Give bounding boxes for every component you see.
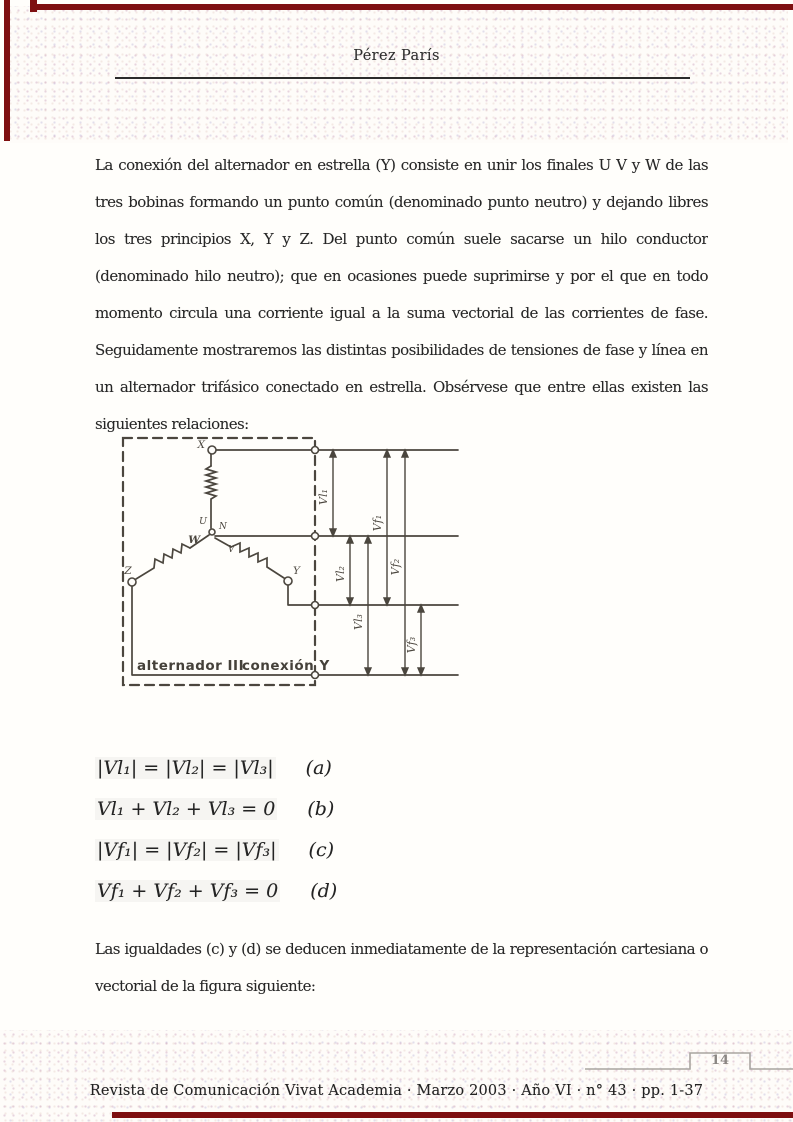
page-number: 14 <box>710 1053 730 1068</box>
terminal-labels <box>123 439 301 577</box>
scan-edge-topleft-tick <box>30 0 37 12</box>
label-terminal-y: Y <box>293 565 300 577</box>
terminal-Y-node <box>284 577 292 585</box>
scan-edge-left-bar <box>4 0 10 141</box>
paragraph-line: momento circula una corriente igual a la suma vectorial de las corrientes de fase. <box>95 304 708 322</box>
paragraph-line: (denominado hilo neutro); que en ocasiones puede suprimirse y por el que en todo <box>95 267 708 285</box>
paragraph-intro <box>95 147 708 443</box>
label-vf2: Vf₂ <box>389 558 402 576</box>
figure-caption-right: conexión Y <box>242 658 330 674</box>
equation-expression: |Vl₁| = |Vl₂| = |Vl₃| <box>97 757 274 779</box>
label-coil-u: U <box>198 516 207 527</box>
phase-coil-left <box>136 544 190 579</box>
phase-coil-right <box>231 543 284 578</box>
label-coil-w: W <box>188 534 200 546</box>
equation-block <box>95 748 425 912</box>
equation-tag: (c) <box>308 839 334 861</box>
paragraph-line: vectorial de la figura siguiente: <box>95 977 316 995</box>
equation-a <box>95 748 425 789</box>
equation-tag: (d) <box>310 880 338 902</box>
phase-coil-top <box>206 466 216 528</box>
equation-b <box>95 789 425 830</box>
alternator-wye-diagram <box>105 425 470 700</box>
equation-expression: Vf₁ + Vf₂ + Vf₃ = 0 <box>97 880 279 902</box>
neutral-node <box>209 529 215 535</box>
equation-expression: Vl₁ + Vl₂ + Vl₃ = 0 <box>97 798 276 820</box>
label-coil-v: V <box>228 545 235 555</box>
bus-node <box>312 447 319 454</box>
alternator-dashed-box <box>123 438 315 685</box>
equation-tag: (a) <box>305 757 332 779</box>
label-vl1: Vl₁ <box>317 489 330 505</box>
scan-edge-top-bar <box>36 4 793 10</box>
paragraph-line: un alternador trifásico conectado en estrella. Obsérvese que entre ellas existen las <box>95 378 708 396</box>
label-terminal-x: X <box>197 439 205 451</box>
running-head-author: Pérez París <box>353 48 440 64</box>
label-terminal-z: Z <box>124 565 132 577</box>
figure-caption-left: alternador III <box>137 658 245 674</box>
terminal-Z-node <box>128 578 136 586</box>
paragraph-line: siguientes relaciones: <box>95 415 249 433</box>
scan-edge-bottom-bar <box>112 1112 793 1118</box>
label-vf3: Vf₃ <box>405 636 418 654</box>
paragraph-line: La conexión del alternador en estrella (Y) consiste en unir los finales U V y W de las <box>95 156 708 174</box>
label-vl2: Vl₂ <box>334 566 347 582</box>
paragraph-line: Seguidamente mostraremos las distintas posibilidades de tensiones de fase y línea en <box>95 341 708 359</box>
bus-node <box>312 533 319 540</box>
header-rule <box>115 77 690 79</box>
label-neutral-n: N <box>219 522 227 532</box>
paragraph-line: Las igualdades (c) y (d) se deducen inmediatamente de la representación cartesiana o <box>95 940 708 958</box>
figure-caption <box>137 658 330 674</box>
bottom-texture-band <box>0 1030 793 1122</box>
footer-journal-line: Revista de Comunicación Vivat Academia · Marzo 2003 · Año VI · n° 43 · pp. 1-37 <box>89 1083 704 1099</box>
label-vl3: Vl₃ <box>352 614 365 630</box>
top-texture-band <box>5 6 788 143</box>
terminal-nodes <box>128 446 319 679</box>
equation-expression: |Vf₁| = |Vf₂| = |Vf₃| <box>97 839 277 861</box>
bus-node <box>312 602 319 609</box>
terminal-X-node <box>208 446 216 454</box>
paragraph-line: los tres principios X, Y y Z. Del punto común suele sacarse un hilo conductor <box>95 230 708 248</box>
paragraph-line: tres bobinas formando un punto común (denominado punto neutro) y dejando libres <box>95 193 708 211</box>
equation-d <box>95 871 425 912</box>
label-vf1: Vf₁ <box>371 514 384 532</box>
equation-tag: (b) <box>307 798 335 820</box>
equation-c <box>95 830 425 871</box>
paragraph-closing <box>95 931 708 1005</box>
